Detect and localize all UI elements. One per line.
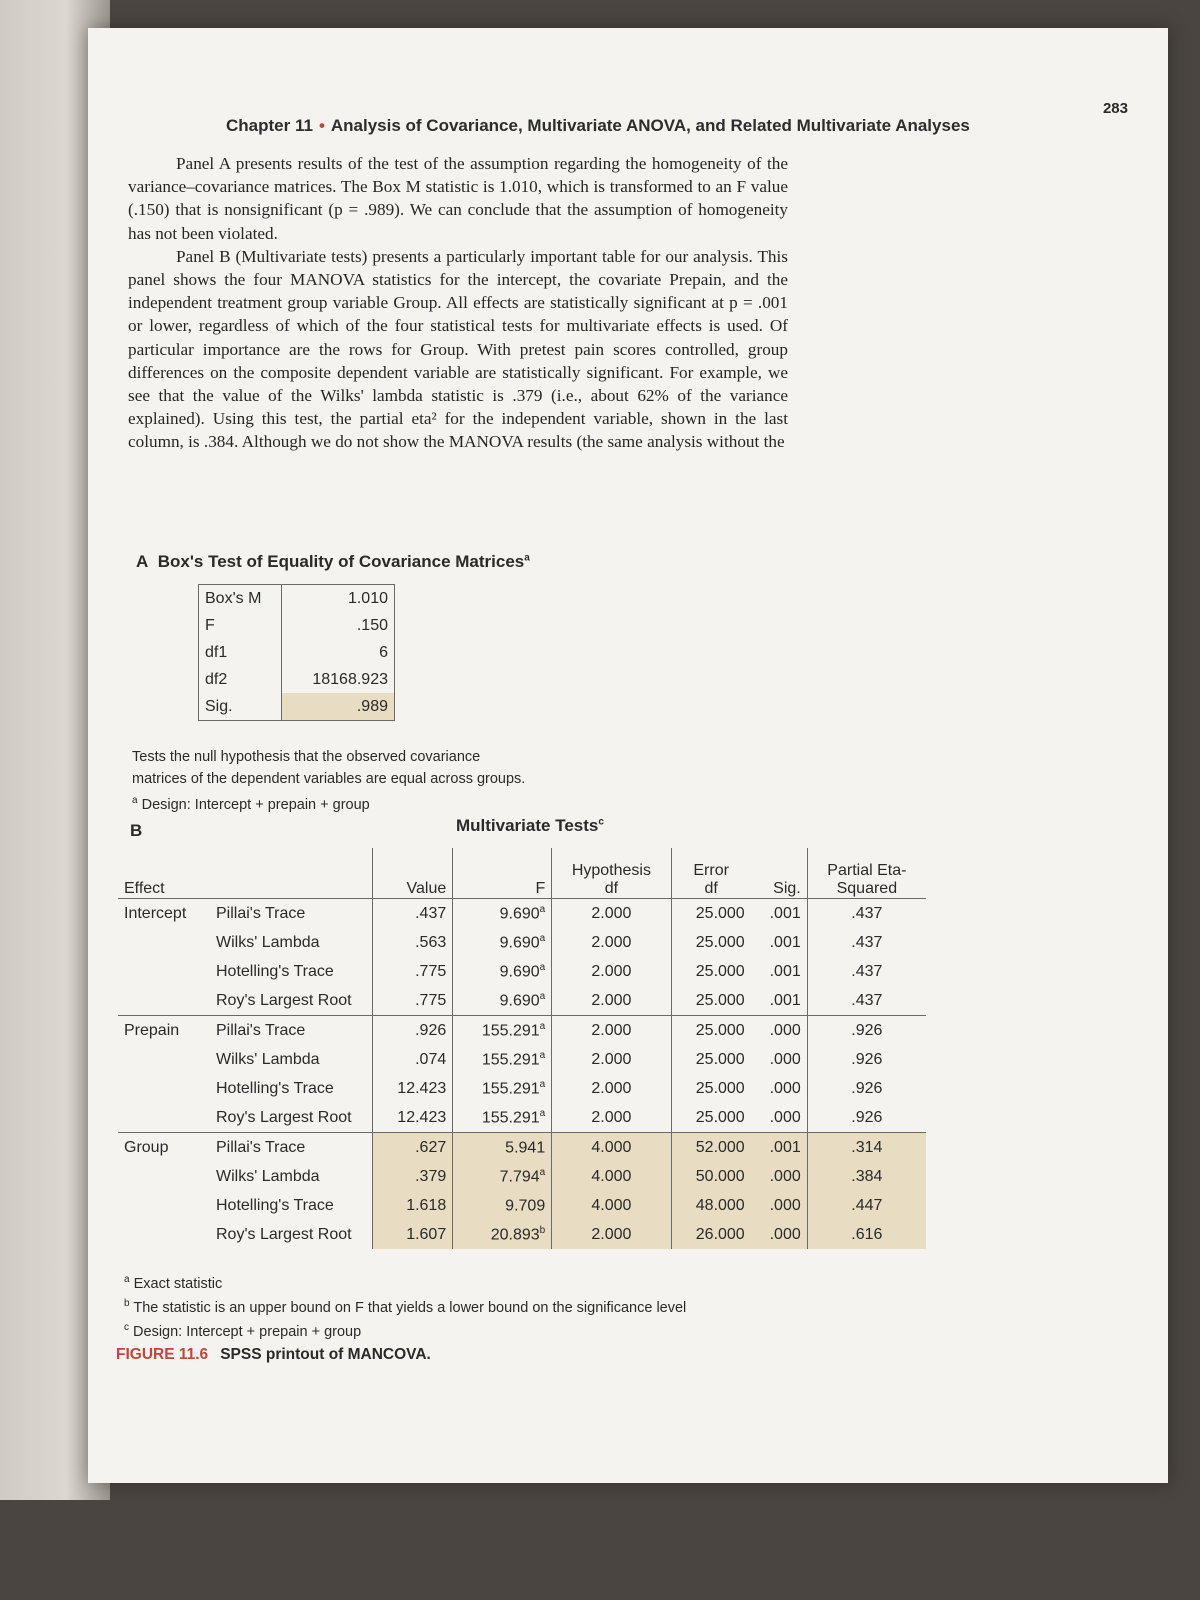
partial-eta-cell: .314 bbox=[807, 1133, 926, 1163]
paragraph-2: Panel B (Multivariate tests) presents a particularly important table for our analysis. This panel shows the four MANOVA statistics for the intercept, the covariate Prepain, and the independent treatment group variable Group. All effects are statistically significant at p = .001 or lower, regardless of which of the four statistical tests for multivariate effects is used. Of particular importance are the rows for Group. With pretest pain scores controlled, group differences on the composite dependent variable are statistically significant. For example, we see that the value of the Wilks' lambda statistic is .379 (i.e., about 62% of the variance explained). Using this test, the partial eta² for the independent variable, shown in the last column, is .384. Although we do not show the MANOVA results (the same analysis without the bbox=[128, 246, 788, 452]
f-footnote-mark: a bbox=[539, 1020, 546, 1032]
col-value: Value bbox=[373, 848, 453, 899]
table-row bbox=[118, 957, 926, 986]
statistic-cell: Pillai's Trace bbox=[210, 1133, 373, 1163]
error-df-cell: 50.000 bbox=[671, 1162, 751, 1191]
col-sig: Sig. bbox=[751, 848, 808, 899]
row-value: 1.010 bbox=[282, 585, 395, 613]
table-row bbox=[118, 1191, 926, 1220]
effect-cell bbox=[118, 1103, 210, 1133]
f-value: 155.291 bbox=[481, 1080, 540, 1098]
hyp-df-cell: 2.000 bbox=[552, 957, 671, 986]
effect-cell bbox=[118, 957, 210, 986]
panel-b-letter: B bbox=[130, 821, 143, 840]
col-partial-eta bbox=[807, 848, 926, 899]
effect-cell bbox=[118, 1191, 210, 1220]
partial-eta-cell: .437 bbox=[807, 899, 926, 929]
f-value: 9.690 bbox=[499, 963, 540, 981]
figure-number: FIGURE 11.6 bbox=[116, 1346, 209, 1363]
hyp-df-cell: 2.000 bbox=[552, 899, 671, 929]
f-value: 9.690 bbox=[499, 934, 540, 952]
statistic-cell: Wilks' Lambda bbox=[216, 1167, 320, 1185]
error-df-cell: 25.000 bbox=[671, 928, 751, 957]
partial-eta-cell: .926 bbox=[807, 1045, 926, 1074]
f-footnote-mark: a bbox=[539, 1049, 546, 1061]
row-label: Sig. bbox=[199, 693, 282, 721]
table-row bbox=[118, 1074, 926, 1103]
statistic-cell: Wilks' Lambda bbox=[216, 1050, 320, 1068]
header-row bbox=[118, 848, 926, 899]
value-cell: .563 bbox=[373, 928, 453, 957]
pes-label-1: Partial Eta- bbox=[827, 862, 907, 879]
effect-cell bbox=[118, 1045, 210, 1074]
row-value: .989 bbox=[282, 693, 395, 721]
value-cell: .775 bbox=[373, 986, 453, 1016]
footnote-text: Design: Intercept + prepain + group bbox=[133, 1323, 362, 1340]
running-head bbox=[226, 116, 1126, 136]
sig-cell: .001 bbox=[769, 962, 801, 980]
bullet-icon: • bbox=[318, 116, 325, 135]
page-number: 283 bbox=[1102, 100, 1128, 117]
f-cell bbox=[453, 1133, 552, 1163]
col-error-df bbox=[671, 848, 751, 899]
hyp-df-cell: 2.000 bbox=[552, 928, 671, 957]
hyp-label-2: df bbox=[604, 880, 619, 897]
row-label: F bbox=[199, 612, 282, 639]
f-footnote-mark: a bbox=[539, 903, 546, 915]
effect-cell: Prepain bbox=[118, 1016, 210, 1046]
col-statistic bbox=[210, 848, 373, 899]
effect-cell: Group bbox=[118, 1133, 210, 1163]
footnote bbox=[124, 1318, 686, 1342]
sig-cell: .001 bbox=[751, 899, 808, 929]
effect-cell bbox=[118, 1162, 210, 1191]
book-page bbox=[88, 28, 1168, 1483]
value-cell: 12.423 bbox=[373, 1074, 453, 1103]
sig-cell: .000 bbox=[769, 1079, 801, 1097]
table-row bbox=[199, 693, 395, 721]
chapter-title: Analysis of Covariance, Multivariate ANOVA, and Related Multivariate Analyses bbox=[330, 116, 970, 135]
f-value: 20.893 bbox=[490, 1226, 540, 1244]
col-hyp-df bbox=[552, 848, 671, 899]
f-value: 7.794 bbox=[499, 1168, 540, 1186]
f-footnote-mark: a bbox=[539, 961, 546, 973]
panel-b-title-text: Multivariate Tests bbox=[456, 816, 599, 835]
partial-eta-cell: .926 bbox=[807, 1016, 926, 1046]
statistic-cell: Pillai's Trace bbox=[210, 899, 373, 929]
f-value: 5.941 bbox=[505, 1139, 546, 1157]
table-row bbox=[118, 1133, 926, 1163]
row-value: 18168.923 bbox=[282, 666, 395, 693]
footnote-mark: b bbox=[124, 1297, 130, 1309]
pes-label-2: Squared bbox=[836, 880, 898, 897]
error-df-cell: 52.000 bbox=[671, 1133, 751, 1163]
hyp-df-cell: 4.000 bbox=[552, 1191, 671, 1220]
partial-eta-cell: .447 bbox=[807, 1191, 926, 1220]
table-row bbox=[118, 1103, 926, 1133]
panel-a-title-text: Box's Test of Equality of Covariance Matrices bbox=[157, 552, 525, 571]
partial-eta-cell: .384 bbox=[807, 1162, 926, 1191]
f-footnote-mark: a bbox=[539, 990, 546, 1002]
sig-cell: .000 bbox=[751, 1191, 808, 1220]
partial-eta-cell: .616 bbox=[807, 1220, 926, 1249]
statistic-cell: Hotelling's Trace bbox=[216, 962, 334, 980]
table-row bbox=[118, 928, 926, 957]
value-cell: .627 bbox=[373, 1133, 453, 1163]
error-df-cell: 48.000 bbox=[671, 1191, 751, 1220]
table-row bbox=[199, 612, 395, 639]
panel-a-notes bbox=[132, 746, 612, 816]
partial-eta-cell: .926 bbox=[807, 1074, 926, 1103]
footnote-mark: c bbox=[124, 1321, 129, 1333]
f-cell bbox=[453, 1162, 552, 1191]
note-line: Tests the null hypothesis that the observed covariance bbox=[132, 749, 481, 765]
hyp-df-cell: 4.000 bbox=[552, 1162, 671, 1191]
panel-b-footnotes bbox=[124, 1270, 686, 1341]
statistic-cell: Pillai's Trace bbox=[210, 1016, 373, 1046]
chapter-label: Chapter 11 bbox=[226, 116, 313, 135]
statistic-cell: Hotelling's Trace bbox=[216, 1196, 334, 1214]
value-cell: .379 bbox=[373, 1162, 453, 1191]
f-footnote-mark: a bbox=[539, 932, 546, 944]
statistic-cell: Roy's Largest Root bbox=[216, 991, 352, 1009]
note-line bbox=[132, 790, 612, 816]
sig-cell: .001 bbox=[769, 933, 801, 951]
value-cell: 12.423 bbox=[373, 1103, 453, 1133]
panel-b-title bbox=[456, 816, 604, 836]
hyp-label-1: Hypothesis bbox=[571, 862, 651, 879]
note-line: matrices of the dependent variables are equal across groups. bbox=[132, 771, 526, 787]
hyp-df-cell: 2.000 bbox=[552, 1016, 671, 1046]
partial-eta-cell: .926 bbox=[807, 1103, 926, 1133]
table-row bbox=[118, 1045, 926, 1074]
row-label: df1 bbox=[199, 639, 282, 666]
f-value: 9.690 bbox=[499, 992, 540, 1010]
table-body bbox=[118, 899, 926, 1250]
partial-eta-cell: .437 bbox=[807, 928, 926, 957]
f-value: 155.291 bbox=[481, 1051, 540, 1069]
statistic-cell: Wilks' Lambda bbox=[216, 933, 320, 951]
effect-cell bbox=[118, 1220, 210, 1249]
caption-text: SPSS printout of MANCOVA. bbox=[220, 1346, 431, 1363]
error-df-cell: 25.000 bbox=[671, 986, 751, 1016]
f-value: 155.291 bbox=[481, 1022, 540, 1040]
table-row bbox=[199, 639, 395, 666]
row-value: 6 bbox=[282, 639, 395, 666]
value-cell: .074 bbox=[373, 1045, 453, 1074]
statistic-cell: Roy's Largest Root bbox=[216, 1108, 352, 1126]
footnote-mark: a bbox=[132, 795, 138, 806]
col-effect: Effect bbox=[118, 848, 210, 899]
paragraph-1: Panel A presents results of the test of the assumption regarding the homogeneity of the variance–covariance matrices. The Box M statistic is 1.010, which is transformed to an F value (.150) that is nonsignificant (p = .989). We can conclude that the assumption of homogeneity has not been violated. bbox=[128, 154, 788, 243]
effect-cell bbox=[118, 1074, 210, 1103]
f-cell bbox=[453, 1191, 552, 1220]
f-footnote-mark: a bbox=[539, 1166, 546, 1178]
sig-cell: .000 bbox=[769, 1050, 801, 1068]
f-cell bbox=[453, 957, 552, 986]
table-row bbox=[118, 1162, 926, 1191]
f-cell bbox=[453, 899, 552, 929]
f-footnote-mark: a bbox=[539, 1078, 546, 1090]
multivariate-tests-table bbox=[118, 848, 926, 1249]
sig-cell: .000 bbox=[751, 1162, 808, 1191]
note-text: Design: Intercept + prepain + group bbox=[141, 796, 370, 813]
value-cell: .775 bbox=[373, 957, 453, 986]
hyp-df-cell: 2.000 bbox=[552, 1074, 671, 1103]
body-text bbox=[128, 152, 788, 454]
f-cell bbox=[453, 1103, 552, 1133]
sig-cell: .000 bbox=[751, 1220, 808, 1249]
err-label-1: Error bbox=[693, 862, 729, 879]
col-f: F bbox=[453, 848, 552, 899]
row-label: Box's M bbox=[199, 585, 282, 613]
statistic-cell: Roy's Largest Root bbox=[216, 1225, 352, 1243]
hyp-df-cell: 2.000 bbox=[552, 986, 671, 1016]
box-m-table bbox=[198, 584, 395, 721]
error-df-cell: 25.000 bbox=[671, 957, 751, 986]
effect-cell bbox=[118, 928, 210, 957]
footnote bbox=[124, 1270, 686, 1294]
statistic-cell: Hotelling's Trace bbox=[216, 1079, 334, 1097]
table-row bbox=[118, 1016, 926, 1046]
f-footnote-mark: b bbox=[539, 1224, 546, 1236]
value-cell: 1.607 bbox=[373, 1220, 453, 1249]
f-value: 155.291 bbox=[481, 1109, 540, 1127]
f-cell bbox=[453, 1074, 552, 1103]
table-row bbox=[199, 666, 395, 693]
effect-cell: Intercept bbox=[118, 899, 210, 929]
error-df-cell: 25.000 bbox=[671, 1103, 751, 1133]
footnote-mark: a bbox=[124, 1274, 130, 1285]
f-value: 9.709 bbox=[505, 1197, 546, 1215]
f-cell bbox=[453, 1220, 552, 1249]
footnote-text: Exact statistic bbox=[133, 1275, 223, 1292]
f-cell bbox=[453, 986, 552, 1016]
sig-cell: .001 bbox=[769, 991, 801, 1009]
err-label-2: df bbox=[704, 880, 718, 897]
hyp-df-cell: 4.000 bbox=[552, 1133, 671, 1163]
figure-caption bbox=[116, 1346, 431, 1364]
footnote-text: The statistic is an upper bound on F that yields a lower bound on the significance level bbox=[133, 1299, 687, 1316]
panel-a-title bbox=[136, 552, 530, 572]
f-value: 9.690 bbox=[499, 905, 540, 923]
error-df-cell: 25.000 bbox=[671, 1045, 751, 1074]
error-df-cell: 25.000 bbox=[671, 1016, 751, 1046]
sig-cell: .000 bbox=[751, 1016, 808, 1046]
row-label: df2 bbox=[199, 666, 282, 693]
f-cell bbox=[453, 1045, 552, 1074]
error-df-cell: 25.000 bbox=[671, 899, 751, 929]
partial-eta-cell: .437 bbox=[807, 986, 926, 1016]
panel-a-letter: A bbox=[136, 552, 149, 571]
sig-cell: .001 bbox=[751, 1133, 808, 1163]
f-cell bbox=[453, 928, 552, 957]
row-value: .150 bbox=[282, 612, 395, 639]
sig-cell: .000 bbox=[769, 1108, 801, 1126]
effect-cell bbox=[118, 986, 210, 1016]
table-row bbox=[118, 986, 926, 1016]
error-df-cell: 26.000 bbox=[671, 1220, 751, 1249]
footnote bbox=[124, 1294, 686, 1318]
hyp-df-cell: 2.000 bbox=[552, 1220, 671, 1249]
hyp-df-cell: 2.000 bbox=[552, 1045, 671, 1074]
table-row bbox=[118, 1220, 926, 1249]
f-cell bbox=[453, 1016, 552, 1046]
table-row bbox=[199, 585, 395, 613]
table-row bbox=[118, 899, 926, 929]
partial-eta-cell: .437 bbox=[807, 957, 926, 986]
value-cell: .437 bbox=[373, 899, 453, 929]
panel-a-title-sup: a bbox=[524, 552, 530, 564]
f-footnote-mark: a bbox=[539, 1107, 546, 1119]
hyp-df-cell: 2.000 bbox=[552, 1103, 671, 1133]
value-cell: .926 bbox=[373, 1016, 453, 1046]
value-cell: 1.618 bbox=[373, 1191, 453, 1220]
error-df-cell: 25.000 bbox=[671, 1074, 751, 1103]
panel-b-title-sup: c bbox=[598, 816, 604, 828]
